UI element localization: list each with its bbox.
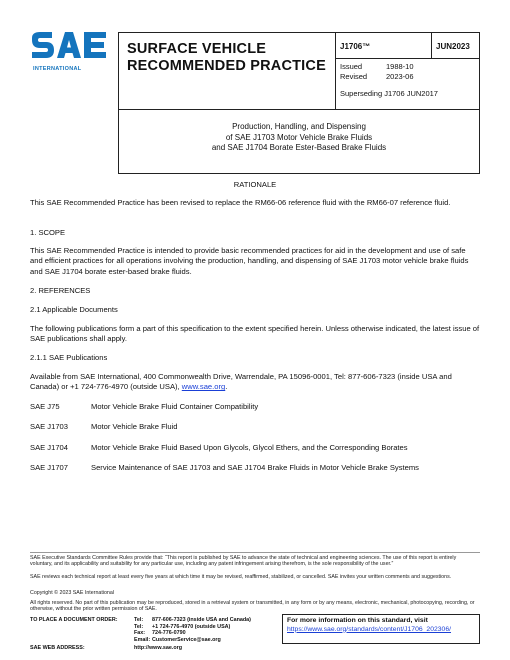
reference-item	[30, 402, 480, 412]
footer-copyright: Copyright © 2023 SAE International	[30, 590, 114, 596]
reference-item	[30, 463, 480, 473]
logo-international-text: INTERNATIONAL	[33, 66, 82, 72]
references-heading: 2. REFERENCES	[30, 286, 91, 295]
tel2-label: Tel:	[134, 623, 144, 630]
reference-list	[30, 402, 480, 473]
web-url[interactable]: http://www.sae.org	[134, 645, 183, 651]
reference-code: SAE J75	[30, 402, 60, 411]
order-info	[30, 617, 251, 643]
reference-code: SAE J1707	[30, 462, 68, 472]
rationale-text: This SAE Recommended Practice has been revised to replace the RM66-06 reference fluid with the RM66-07 reference fluid.	[30, 198, 451, 207]
fax-label: Fax:	[134, 630, 146, 637]
web-address	[30, 645, 182, 651]
applicable-documents-heading: 2.1 Applicable Documents	[30, 305, 118, 314]
tel-inside-usa: 877-606-7323 (inside USA and Canada)	[152, 617, 251, 623]
document-type-line2: RECOMMENDED PRACTICE	[127, 58, 326, 74]
reference-item	[30, 443, 480, 453]
rationale-heading: RATIONALE	[233, 180, 277, 189]
document-title-box	[118, 110, 480, 174]
document-type-line1: SURFACE VEHICLE	[127, 41, 267, 57]
reference-code: SAE J1704	[30, 442, 68, 452]
availability-text	[30, 372, 480, 393]
sae-website-link[interactable]: www.sae.org	[181, 382, 226, 392]
document-date: JUN2023	[431, 33, 479, 58]
issued-label: Issued	[340, 62, 363, 71]
scope-text: This SAE Recommended Practice is intended to provide basic recommended practices for aid in the development and use of safe and efficient practices for all operations involving the production, handling, and dispensing of SAE J1703 motor vehicle brake fluids and SAE J1704 borate ester-based brake fluids.	[30, 246, 469, 276]
document-title-line2: of SAE J1703 Motor Vehicle Brake Fluids	[225, 132, 373, 142]
reference-item	[30, 422, 480, 432]
fax-number: 724-776-0790	[152, 630, 186, 637]
revised-value: 2023-06	[386, 72, 414, 81]
reference-title: Motor Vehicle Brake Fluid Based Upon Glycols, Glycol Ethers, and the Corresponding Borates	[91, 442, 408, 452]
tel-label: Tel:	[134, 617, 144, 623]
order-label: TO PLACE A DOCUMENT ORDER:	[30, 617, 118, 623]
reference-title: Motor Vehicle Brake Fluid	[91, 422, 178, 432]
reference-title: Motor Vehicle Brake Fluid Container Compatibility	[91, 402, 259, 411]
footer-policy: SAE Executive Standards Committee Rules provide that: “This report is published by SAE to advance the state of technical and engineering sciences. The use of this report is entirely voluntary, and its applicability and suitability for any particular use, including any patent infringement arising therefrom, is the sole responsibility of the user.”	[30, 555, 457, 568]
tel-outside-usa: +1 724-776-4970 (outside USA)	[152, 623, 231, 630]
more-info-title: For more information on this standard, visit	[287, 617, 428, 624]
document-type-box	[118, 32, 336, 110]
document-title-line1: Production, Handling, and Dispensing	[232, 122, 366, 131]
sae-publications-heading: 2.1.1 SAE Publications	[30, 353, 108, 362]
reference-code: SAE J1703	[30, 422, 68, 432]
more-info-box	[282, 614, 480, 644]
reference-title: Service Maintenance of SAE J1703 and SAE J1704 Brake Fluids in Motor Vehicle Brake Systems	[91, 462, 419, 472]
footer-review: SAE reviews each technical report at least every five years at which time it may be revised, reaffirmed, stabilized, or cancelled. SAE invites your written comments and suggestions.	[30, 574, 452, 580]
footer-rights: All rights reserved. No part of this publication may be reproduced, stored in a retrieval system or transmitted, in any form or by any means, electronic, mechanical, photocopying, recording, or otherwise, without the prior written permission of SAE.	[30, 600, 475, 613]
superseding-note: Superseding J1706 JUN2017	[340, 89, 438, 98]
footer-divider	[30, 552, 480, 553]
issued-value: 1988-10	[386, 62, 414, 71]
scope-heading: 1. SCOPE	[30, 228, 66, 237]
email-label: Email:	[134, 636, 151, 643]
applicable-documents-text: The following publications form a part of this specification to the extent specified herein. Unless otherwise indicated, the latest issue of SAE publications shall apply.	[30, 324, 480, 344]
availability-text-body: Available from SAE International, 400 Commonwealth Drive, Warrendale, PA 15096-0001, Tel: 877-606-7323 (inside USA and Canada) or +1 724-776-4970 (outside USA),	[30, 372, 452, 392]
document-info-box	[336, 32, 480, 110]
document-number: J1706™	[340, 42, 371, 51]
document-title-line3: and SAE J1704 Borate Ester-Based Brake Fluids	[211, 143, 387, 152]
availability-text-end: .	[225, 382, 228, 392]
web-label: SAE WEB ADDRESS:	[30, 645, 85, 651]
email-address: CustomerService@sae.org	[152, 636, 221, 643]
revised-label: Revised	[340, 72, 368, 81]
standard-page-link[interactable]: https://www.sae.org/standards/content/J1706_202306/	[287, 625, 451, 633]
